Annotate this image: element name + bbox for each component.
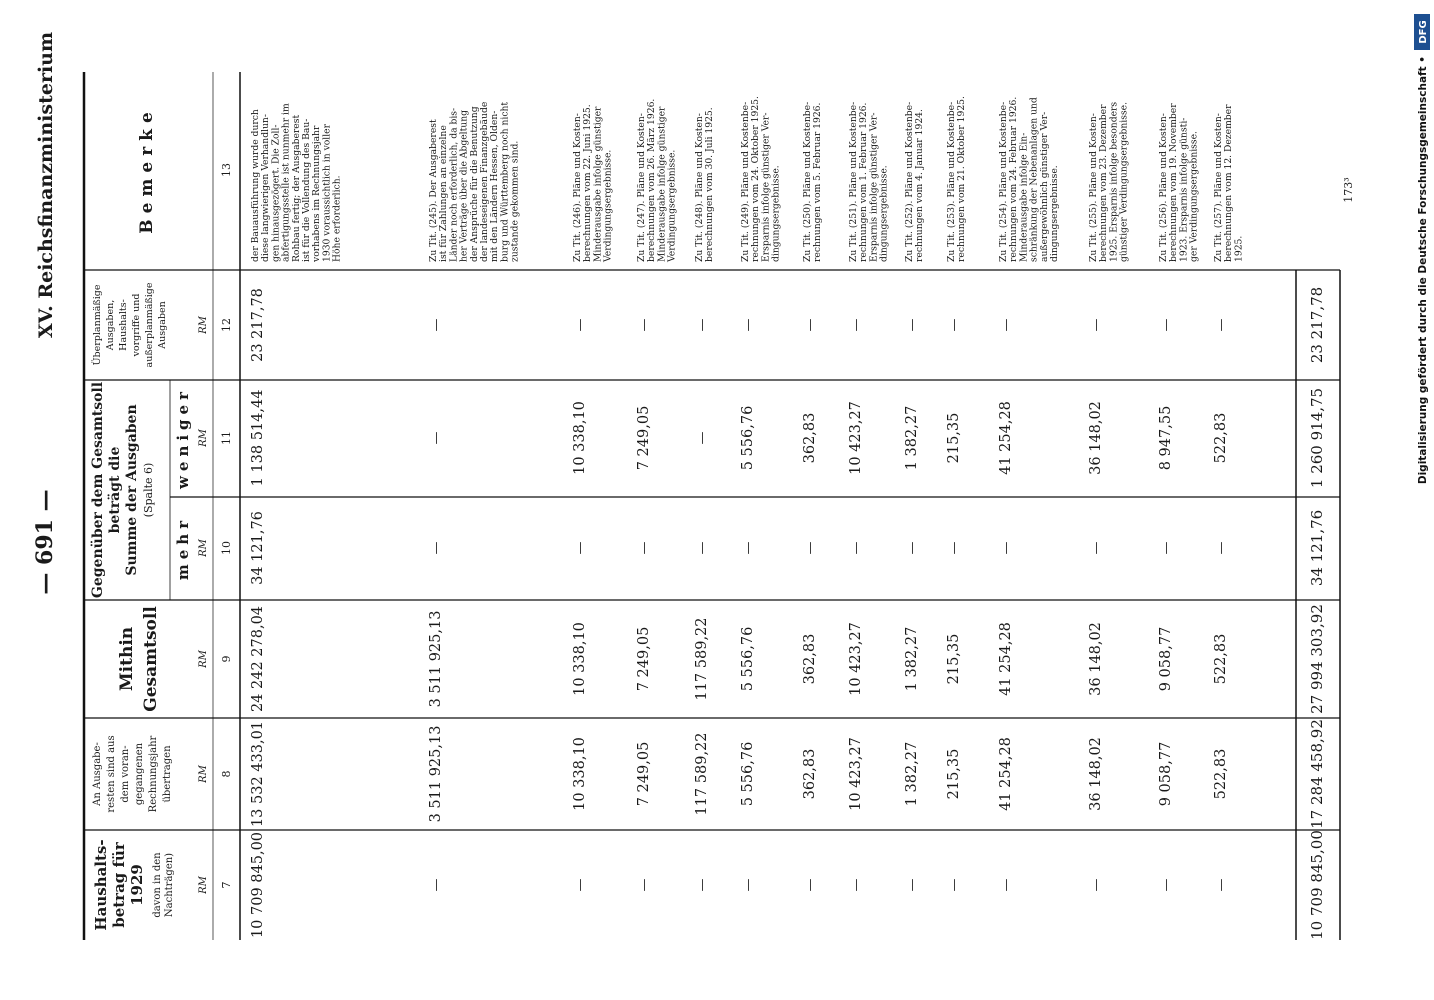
cell-c12: 23 217,78: [250, 288, 266, 362]
remark-line: Zu Tit. (245). Der Ausgaberest: [428, 119, 439, 262]
group-head-1: Gegenüber dem Gesamtsoll: [90, 381, 106, 599]
remark-line: 1923. Ersparnis infolge günsti-: [1178, 117, 1190, 262]
cell-c11: 362,83: [802, 412, 818, 464]
remark-line: Zu Tit. (254). Pläne und Kostenbe-: [998, 101, 1009, 262]
cell-c9: 7 249,05: [636, 626, 652, 692]
cell-c9: 36 148,02: [1088, 622, 1104, 696]
total-c10: 34 121,76: [1308, 509, 1326, 587]
cell-c11: 1 138 514,44: [250, 389, 266, 487]
c8-head-2: resten sind aus: [106, 735, 117, 813]
c9-num: 9: [220, 655, 233, 663]
cell-c9: 10 338,10: [572, 622, 588, 696]
remark-line: rechnungen vom 4. Januar 1924.: [914, 109, 926, 262]
c12-head-3: Haushalts-: [118, 299, 129, 351]
remark-line: Zu Tit. (248). Pläne und Kosten-: [694, 113, 705, 262]
page-number: — 691 —: [32, 489, 58, 595]
remark-line: ist für Zahlungen an einzelne: [438, 125, 450, 262]
cell-c12: —: [803, 318, 818, 332]
c11-head: weniger: [174, 387, 192, 489]
table-row: [946, 96, 967, 892]
remark-line: Zu Tit. (249). Pläne und Kostenbe-: [740, 101, 751, 262]
c8-num: 8: [220, 770, 233, 778]
c10-unit: RM: [198, 539, 209, 557]
cell-c9: 10 423,27: [848, 622, 864, 696]
remark-line: außergewöhnlich günstiger Ver-: [1038, 111, 1050, 262]
cell-c12: —: [1214, 318, 1229, 332]
remark-line: Verdingungsergebnisse.: [666, 149, 678, 262]
remark-line: 1925.: [1233, 235, 1245, 262]
cell-c10: —: [1159, 541, 1174, 555]
cell-c7: —: [695, 878, 710, 892]
remark-line: berechnungen vom 26. März 1926.: [646, 98, 658, 262]
total-c7: 10 709 845,00: [1308, 830, 1326, 940]
c11-unit: RM: [198, 429, 209, 447]
remark-line: Ersparnis infolge günstiger Ver-: [760, 112, 772, 262]
cell-c10: —: [999, 541, 1014, 555]
remark-line: diese langwierigen Verhandlun-: [260, 114, 272, 262]
cell-c7: —: [573, 878, 588, 892]
cell-c10: —: [849, 541, 864, 555]
cell-c7: —: [849, 878, 864, 892]
cell-c12: —: [905, 318, 920, 332]
remark-line: Höhe erforderlich.: [331, 175, 343, 262]
c13-head: Bemerke: [137, 106, 157, 234]
group-head-4: (Spalte 6): [142, 462, 155, 518]
remark-line: vorhabens im Rechnungsjahr: [311, 125, 323, 262]
cell-c9: 3 511 925,13: [428, 610, 444, 708]
c10-head: mehr: [174, 515, 192, 581]
c7-head-1: Haushalts-: [92, 839, 110, 931]
remark-line: her Verträge über die Abgeltung: [458, 110, 470, 262]
cell-c11: —: [429, 431, 444, 445]
sheet-mark: 173³: [1342, 177, 1355, 203]
cell-c8: 41 254,28: [998, 737, 1014, 811]
cell-c11: 215,35: [946, 412, 962, 464]
remark-line: rechnungen vom 21. Oktober 1925.: [956, 96, 968, 262]
remark-line: Zu Tit. (246). Pläne und Kosten-: [572, 113, 583, 262]
remark-line: berechnungen vom 12. Dezember: [1223, 104, 1235, 262]
cell-c12: —: [1159, 318, 1174, 332]
remark-line: Zu Tit. (247). Pläne und Kosten-: [636, 113, 647, 262]
cell-c11: 10 338,10: [572, 401, 588, 475]
table-row: [1213, 104, 1244, 892]
cell-c11: 7 249,05: [636, 405, 652, 471]
remark-line: berechnungen vom 30. Juli 1925.: [704, 107, 716, 262]
cell-c7: —: [999, 878, 1014, 892]
cell-c10: —: [573, 541, 588, 555]
remark-line: berechnungen vom 22. Juni 1925.: [582, 104, 594, 262]
table-row: [250, 103, 343, 938]
remark-line: günstiger Verdingungsergebnisse.: [1118, 101, 1130, 262]
c12-num: 12: [220, 318, 233, 332]
remark-line: der landeseigenen Finanzgebäude: [479, 101, 490, 262]
cell-c12: —: [695, 318, 710, 332]
c9-unit: RM: [198, 650, 209, 668]
cell-c7: —: [1214, 878, 1229, 892]
remark-line: dingungsergebnisse.: [770, 165, 782, 262]
cell-c12: —: [849, 318, 864, 332]
c8-head-4: gegangenen: [134, 742, 145, 806]
remark-line: Zu Tit. (257). Pläne und Kosten-: [1213, 113, 1224, 262]
remark-line: Verdingungsergebnisse.: [602, 149, 614, 262]
cell-c10: —: [905, 541, 920, 555]
c12-head-4: vorgriffe und: [131, 293, 142, 357]
remark-line: Zu Tit. (255). Pläne und Kosten-: [1088, 113, 1099, 262]
cell-c9: 215,35: [946, 633, 962, 685]
total-c12: 23 217,78: [1308, 286, 1326, 364]
cell-c9: 362,83: [802, 633, 818, 685]
cell-c12: —: [573, 318, 588, 332]
remark-line: Minderausgabe infolge günstiger: [592, 106, 604, 262]
remark-line: Zu Tit. (253). Pläne und Kostenbe-: [946, 101, 957, 262]
cell-c8: 362,83: [802, 748, 818, 800]
remark-line: der Ansprüche für die Benutzung: [468, 106, 480, 262]
remark-line: zustande gekommen sind.: [509, 140, 521, 262]
cell-c10: —: [1089, 541, 1104, 555]
c12-head-2: Ausgaben,: [105, 299, 116, 351]
cell-c11: 522,83: [1213, 412, 1229, 464]
cell-c8: 1 382,27: [904, 741, 920, 807]
c9-head-2: Gesamtsoll: [141, 606, 161, 712]
cell-c8: 3 511 925,13: [428, 725, 444, 823]
remark-line: mit den Ländern Hessen, Olden-: [489, 110, 501, 262]
cell-c12: —: [429, 318, 444, 332]
cell-c7: —: [429, 878, 444, 892]
cell-c10: —: [947, 541, 962, 555]
c8-head-1: An Ausgabe-: [92, 742, 103, 806]
cell-c8: 36 148,02: [1088, 737, 1104, 811]
remark-line: ger Verdingungsergebnisse.: [1188, 131, 1200, 262]
cell-c12: —: [947, 318, 962, 332]
remark-line: ist für die Vollendung des Bau-: [301, 118, 312, 262]
cell-c8: 7 249,05: [636, 741, 652, 807]
total-c11: 1 260 914,75: [1308, 387, 1326, 489]
cell-c11: 36 148,02: [1088, 401, 1104, 475]
c7-sub-1: davon in den: [152, 852, 163, 918]
cell-c8: 10 423,27: [848, 737, 864, 811]
total-c8: 17 284 458,92: [1308, 719, 1326, 829]
remark-line: 1930 voraussichtlich in voller: [321, 124, 333, 262]
cell-c7: —: [803, 878, 818, 892]
remark-line: dingungsergebnisse.: [878, 165, 890, 262]
cell-c8: 215,35: [946, 748, 962, 800]
cell-c8: 9 058,77: [1158, 741, 1174, 807]
cell-c11: 5 556,76: [740, 405, 756, 471]
cell-c9: 522,83: [1213, 633, 1229, 685]
c7-num: 7: [220, 881, 233, 889]
cell-c10: —: [637, 541, 652, 555]
table-row: [572, 104, 614, 891]
remark-line: der Bauausführung wurde durch: [250, 109, 261, 262]
remark-line: berechnungen vom 23. Dezember: [1098, 104, 1110, 262]
table-row: [740, 96, 782, 892]
cell-c9: 41 254,28: [998, 622, 1014, 696]
cell-c8: 522,83: [1213, 748, 1229, 800]
c13-num: 13: [220, 163, 233, 177]
cell-c10: —: [803, 541, 818, 555]
group-head-2: beträgt die: [107, 446, 123, 534]
remark-line: Minderausgabe infolge günstiger: [656, 106, 668, 262]
remark-line: burg und Württemberg noch nicht: [499, 101, 511, 262]
cell-c7: 10 709 845,00: [250, 831, 266, 939]
cell-c12: —: [1089, 318, 1104, 332]
cell-c7: —: [905, 878, 920, 892]
remark-line: Zu Tit. (250). Pläne und Kostenbe-: [802, 101, 813, 262]
cell-c9: 117 589,22: [694, 617, 710, 701]
total-c9: 27 994 303,92: [1308, 604, 1326, 714]
c12-unit: RM: [198, 316, 209, 334]
cell-c10: —: [429, 541, 444, 555]
cell-c10: —: [1214, 541, 1229, 555]
cell-c7: —: [947, 878, 962, 892]
table-row: [998, 97, 1060, 892]
remark-line: berechnungen vom 19. November: [1168, 103, 1180, 262]
table-row: [636, 99, 678, 892]
cell-c11: 8 947,55: [1158, 405, 1174, 471]
cell-c7: —: [741, 878, 756, 892]
cell-c11: —: [695, 431, 710, 445]
totals-row: [1308, 287, 1326, 940]
remark-line: schränkung der Nebenanlagen und: [1028, 97, 1040, 262]
remark-line: rechnungen vom 24. Februar 1926.: [1008, 96, 1020, 262]
group-head-3: Summe der Ausgaben: [124, 404, 140, 576]
c8-head-5: Rechnungsjahr: [148, 735, 159, 813]
table-body: [250, 96, 1244, 938]
cell-c8: 10 338,10: [572, 737, 588, 811]
c7-sub-2: Nachträgen): [164, 852, 175, 918]
cell-c8: 5 556,76: [740, 741, 756, 807]
remark-line: Zu Tit. (256). Pläne und Kosten-: [1158, 113, 1169, 262]
cell-c8: 117 589,22: [694, 732, 710, 816]
cell-c9: 5 556,76: [740, 626, 756, 692]
remark-line: Ersparnis infolge günstiger Ver-: [868, 112, 880, 262]
cell-c10: —: [695, 541, 710, 555]
c9-head-1: Mithin: [117, 626, 137, 692]
cell-c11: 10 423,27: [848, 401, 864, 475]
cell-c10: 34 121,76: [250, 511, 266, 585]
c8-head-6: übertragen: [162, 745, 173, 803]
cell-c12: —: [999, 318, 1014, 332]
column-headers: [90, 106, 233, 930]
c12-head-5: außerplanmäßige: [144, 282, 155, 368]
c10-num: 10: [220, 541, 233, 555]
remark-line: 1925. Ersparnis infolge besonders: [1108, 101, 1120, 262]
cell-c10: —: [741, 541, 756, 555]
cell-c7: —: [637, 878, 652, 892]
cell-c12: —: [637, 318, 652, 332]
c8-unit: RM: [198, 765, 209, 783]
cell-c8: 13 532 433,01: [250, 720, 266, 828]
c12-head-1: Überplanmäßige: [92, 284, 103, 366]
digitization-credit: [1412, 8, 1434, 998]
remark-line: rechnungen vom 24. Oktober 1925.: [750, 96, 762, 262]
cell-c7: —: [1089, 878, 1104, 892]
remark-line: Zu Tit. (251). Pläne und Kostenbe-: [848, 101, 859, 262]
remark-line: gen hinausgezögert. Die Zoll-: [270, 124, 282, 262]
cell-c11: 41 254,28: [998, 401, 1014, 475]
cell-c12: —: [741, 318, 756, 332]
remark-line: Zu Tit. (252). Pläne und Kostenbe-: [904, 101, 915, 262]
remark-line: abfertigungsstelle ist nunmehr im: [280, 103, 292, 262]
c11-num: 11: [220, 431, 233, 445]
remark-line: Länder noch erforderlich, da bis-: [448, 107, 460, 262]
c12-head-6: Ausgaben: [157, 301, 168, 349]
c8-head-3: dem voran-: [120, 745, 131, 803]
dfg-logo: DFG: [1418, 20, 1429, 44]
remark-line: dingungsergebnisse.: [1049, 165, 1060, 262]
dfg-credit-text: Digitalisierung gefördert durch die Deutsche Forschungsgemeinschaft •: [1417, 56, 1429, 485]
running-head: XV. Reichsfinanzministerium: [35, 31, 57, 339]
cell-c11: 1 382,27: [904, 405, 920, 471]
remark-line: rechnungen vom 1. Februar 1926.: [858, 102, 870, 262]
remark-line: rechnungen vom 5. Februar 1926.: [812, 102, 824, 262]
c7-unit: RM: [198, 876, 209, 894]
c7-head-3: 1929: [128, 864, 146, 906]
table-row: [694, 107, 715, 891]
c7-head-2: betrag für: [110, 842, 128, 928]
cell-c9: 24 242 278,04: [250, 605, 266, 713]
remark-line: Minderausgabe infolge Ein-: [1018, 132, 1030, 262]
cell-c7: —: [1159, 878, 1174, 892]
cell-c9: 9 058,77: [1158, 626, 1174, 692]
remark-line: Rohbau fertig; der Ausgaberest: [290, 114, 302, 262]
cell-c9: 1 382,27: [904, 626, 920, 692]
